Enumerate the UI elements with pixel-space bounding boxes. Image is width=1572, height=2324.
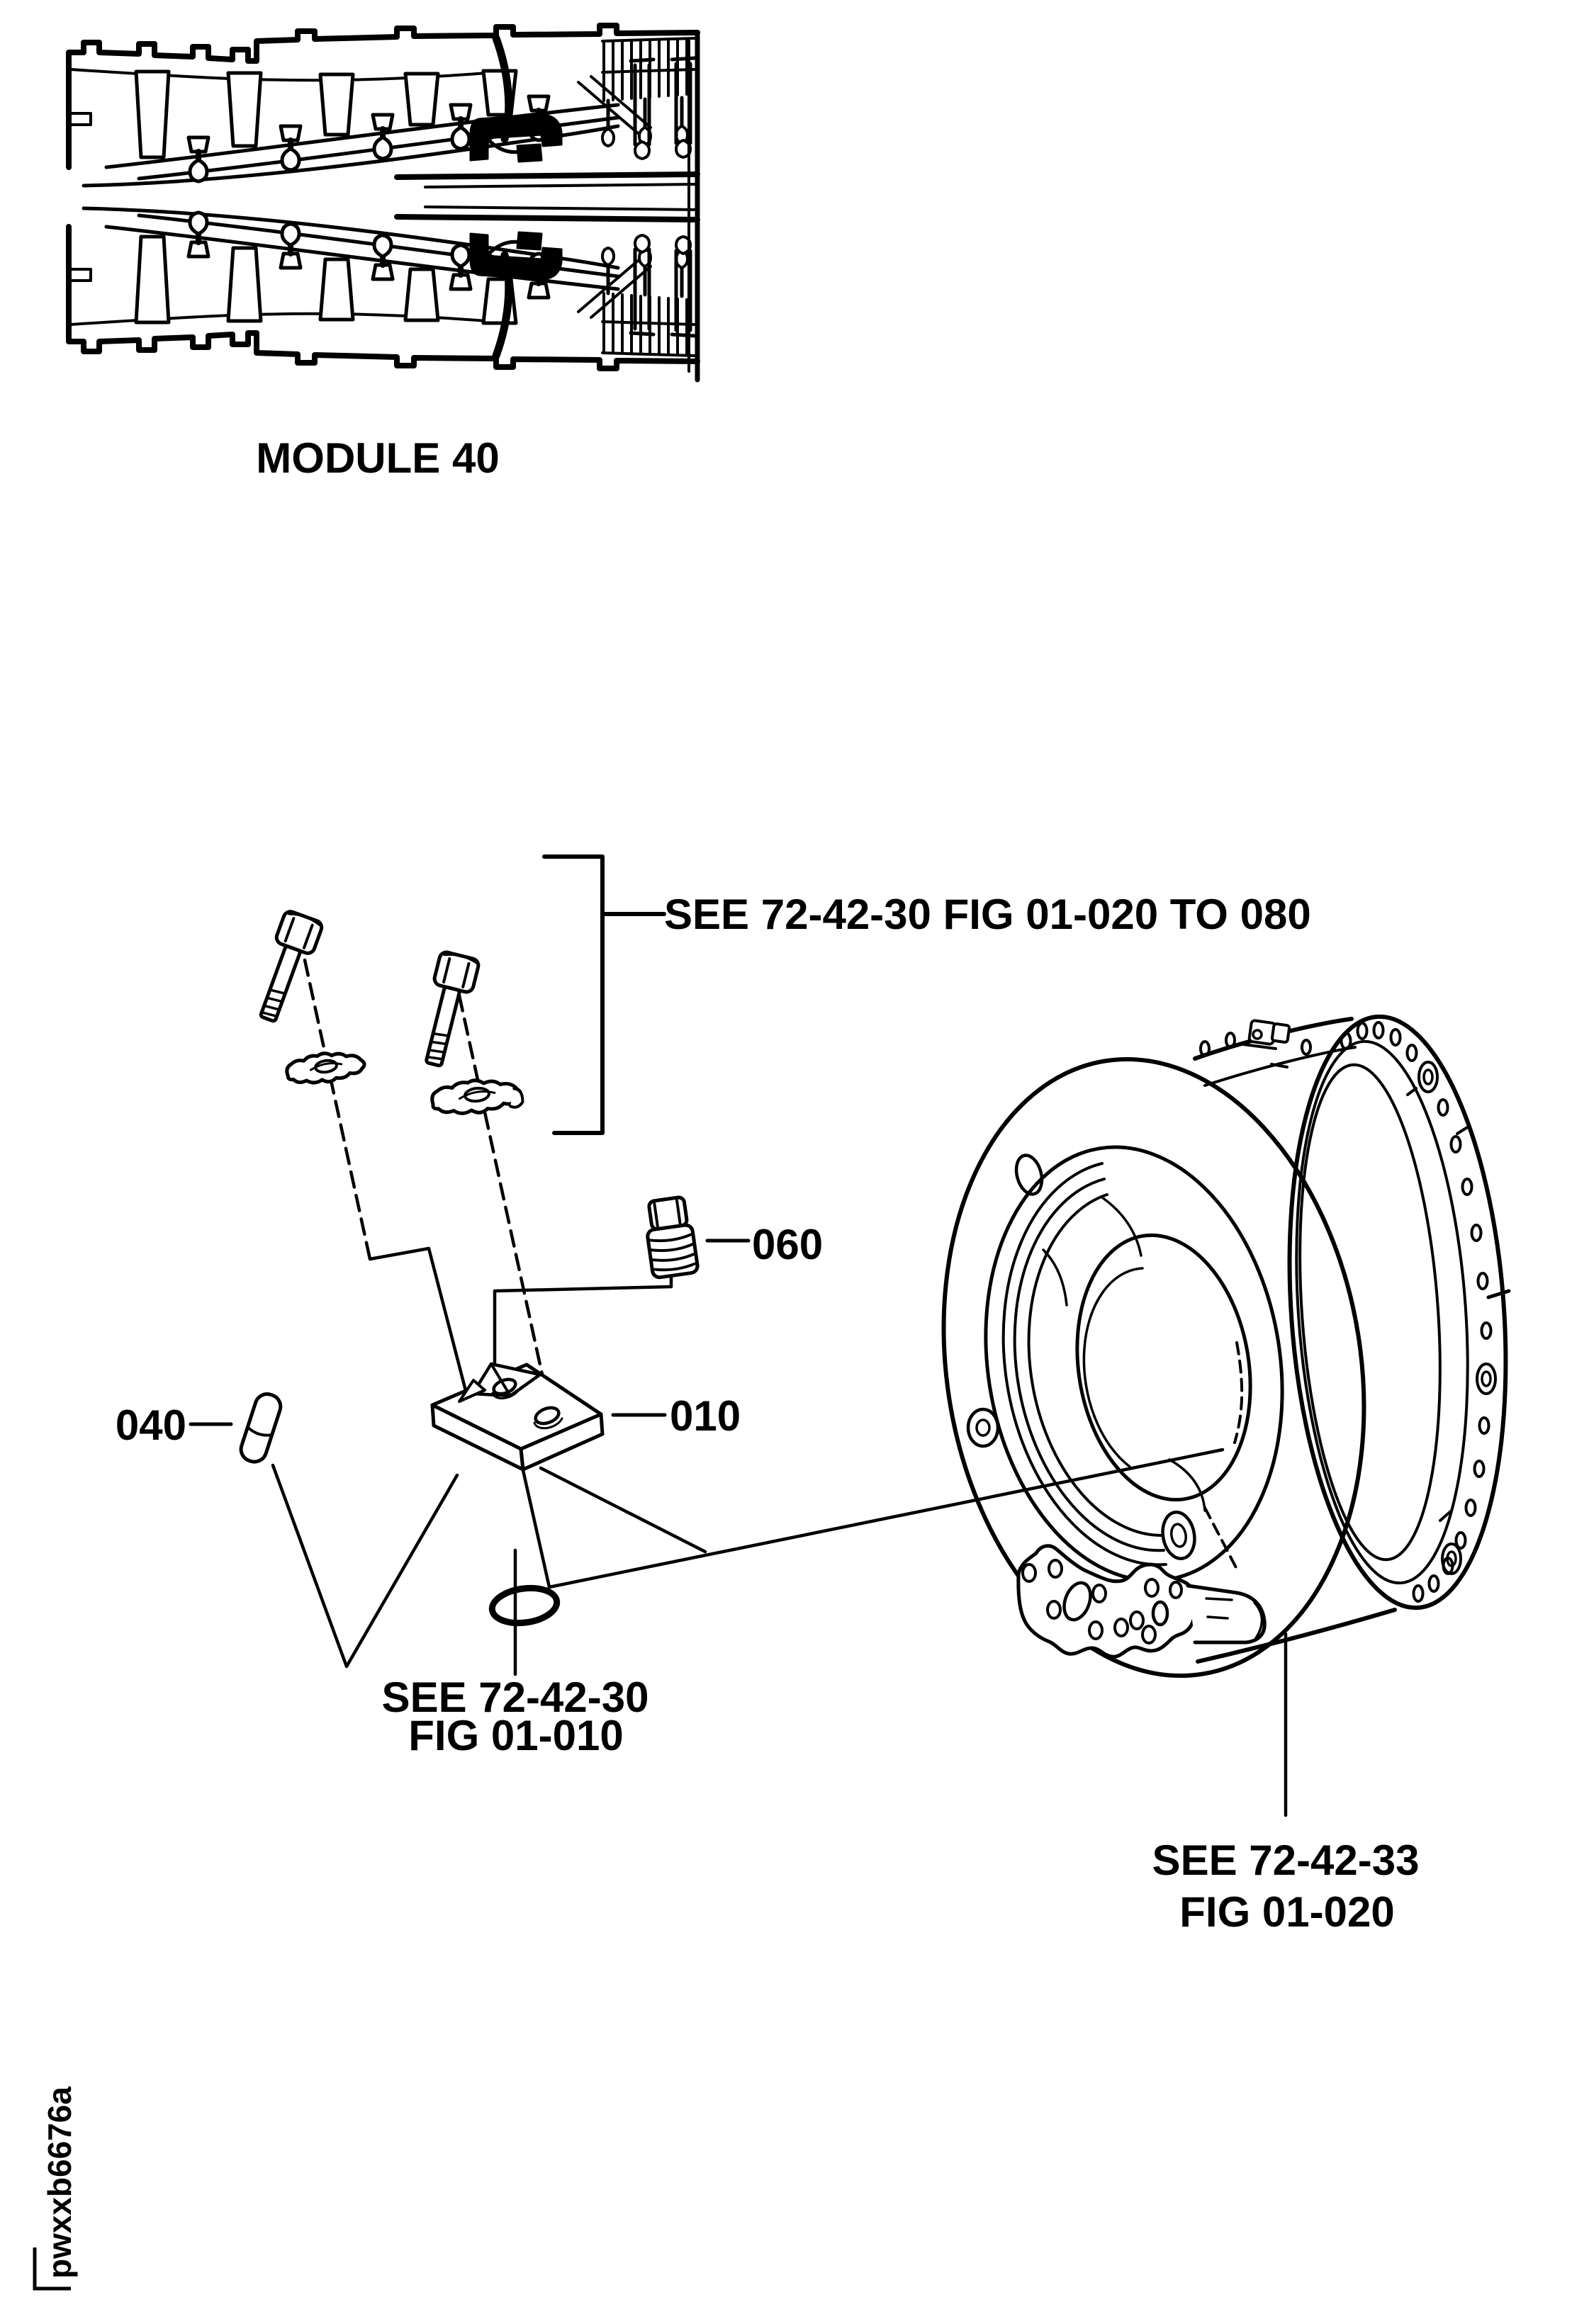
footer-artwork-code (35, 2087, 78, 2289)
bracket-ref-label: SEE 72-42-30 FIG 01-020 TO 080 (664, 891, 1311, 938)
turbine-case-drawing (901, 1010, 1525, 1815)
o-ring (490, 1584, 559, 1627)
item-060-label: 060 (752, 1221, 824, 1268)
flange-bolt-holes (1342, 1022, 1496, 1601)
bolt-1-axis (305, 960, 370, 1259)
engine-module-drawing (69, 26, 697, 380)
flange-pointer-tick (1488, 1291, 1509, 1297)
tab-washer-2 (431, 1076, 524, 1117)
item-010-label: 010 (670, 1392, 741, 1440)
case-ref-line1: SEE 72-42-33 (1152, 1837, 1420, 1884)
plate-010 (432, 1364, 602, 1470)
oring-ref-line1: SEE 72-42-30 (381, 1674, 649, 1721)
plug-060 (643, 1196, 698, 1278)
engine-upper-half (69, 26, 697, 187)
face-boss-bottom (1160, 1510, 1198, 1562)
artwork-code-text: pwxxb6676a (41, 2086, 78, 2279)
engine-lower-half (69, 207, 697, 368)
pin-040 (238, 1391, 284, 1465)
face-boss-left (968, 1409, 998, 1446)
tab-washer-1 (285, 1048, 366, 1087)
case-ref-line2: FIG 01-020 (1179, 1888, 1395, 1936)
pin-040-position-leader (273, 1465, 457, 1666)
exploded-view (191, 857, 1223, 1674)
plug-060-position-leader (495, 1277, 671, 1363)
module-label: MODULE 40 (256, 434, 500, 482)
pointer-line-b (541, 1468, 705, 1552)
oring-ref-line2: FIG 01-010 (408, 1712, 624, 1759)
bolt-1 (249, 910, 323, 1026)
bolt-2-axis (459, 995, 542, 1375)
item-040-label: 040 (115, 1401, 186, 1449)
